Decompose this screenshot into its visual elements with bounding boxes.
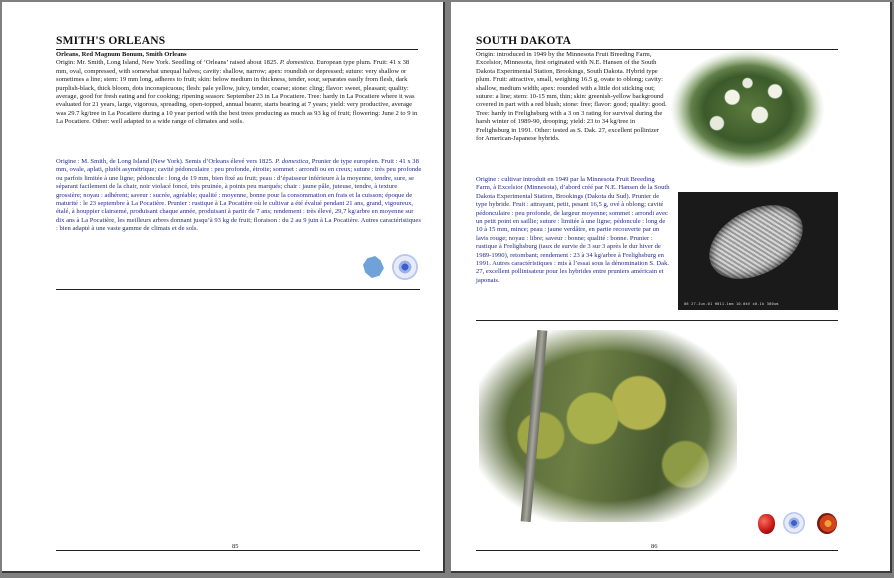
flower-photo (671, 50, 824, 168)
snowflake-zone-icon (392, 254, 418, 280)
french-text-part: , Prunier de type européen. Fruit : 41 x 38 mm, ovale, aplati, plutôt asymétrique; cavité pédonculaire : peu profonde, étroite; sommet : arrondi ou en creux; suture : très peu profonde ou parfois limitée à une ligne; pédoncule : long de 19 mm, bien fixé au fruit; peau : d’épaisseur inférieure à la moyenne, tendre, sure, se séparant facilement de la chair, noir violacé foncé, très pruinée, à points peu marqués; chair : jaune pâle, juteuse, tendre, à texture grossière; noyau : adhérent; saveur : sucrée, agréable; qualité : moyenne, bonne pour la consommation en frais et la cuisson; époque de maturité : le 23 septembre à La Pocatière. Prunier : rustique à La Pocatière où le cultivar a été évalué pendant 21 ans, grand, vigoureux, étalé, à houppier clairsemé, produisant chaque année, produisant à partir de 7 ans; rendement : très élevé, 29,7 kg/arbre en moyenne sur dix ans à La Pocatière, les meilleurs arbres donnant jusqu’à 93 kg de fruit; floraison : du 2 au 9 juin à La Pocatière. Autres caractéristiques : bien adapté à une vaste gamme de climats et de sols. (56, 158, 422, 233)
english-text-part: Origin: Mr. Smith, Long Island, New York. Seedling of ‘Orleans’ raised about 1825. (56, 59, 280, 67)
cultivar-title: SOUTH DAKOTA (476, 35, 572, 47)
cut-fruit-icon (817, 513, 837, 534)
synonyms: Orleans, Red Magnum Bonum, Smith Orleans (56, 51, 187, 58)
french-description: Origine : cultivar introduit en 1949 par la Minnesota Fruit Breeding Farm, à Excelsior (Minnesota), d’abord créé par N.E. Hansen de la South Dakota Experimental Station, Brookings (Dakota du Sud). Prunier de type hybride. Fruit : attrayant, petit, pesant 16,5 g, ové à oblong; cavité pédonculaire : peu profonde, de largeur moyenne; sommet : arrondi avec un petit point en saillie; suture : limitée à une ligne; pédoncule : long de 10 à 15 mm, mince; peau : jaune verdâtre, en partie recouverte par un lavis rouge; noyau : libre; saveur : bonne; qualité : bonne. Prunier : rustique à Frelighsburg (taux de survie de 3 sur 3 après le dur hiver de 1989-1990), retombant; rendement : 23 à 34 kg/arbre à Frelighsburg en 1991. Autres caractéristiques : mis à l’essai sous la dénomination S. Dak. 27, excellent pollinisateur pour les hybrides entre pruniers américain et japonais. (476, 176, 670, 284)
english-description (56, 51, 420, 127)
french-description (56, 158, 422, 234)
cultivar-title: SMITH'S ORLEANS (56, 35, 166, 47)
page-number: 86 (651, 543, 658, 550)
french-text-part: Origine : M. Smith, de Long Island (New York). Semis d’Orleans élevé vers 1825. (56, 158, 276, 165)
species-name: P. domestica (279, 59, 314, 67)
species-name: P. domestica (275, 158, 309, 165)
right-page (451, 2, 892, 573)
pollen-grain (697, 192, 815, 294)
branch (521, 330, 548, 522)
plum-fruit-photo (479, 330, 737, 522)
bottom-rule-upper (56, 289, 420, 290)
title-rule (476, 49, 838, 50)
title-rule (56, 49, 418, 50)
english-text-part: . European type plum. Fruit: 41 x 38 mm, oval, compressed, with somewhat unequal halves; cavity: shallow, narrow; apex: roundish or depressed; suture: very shallow or sometimes a line; stem: 19 mm long, adheres to fruit; skin: below medium in thickness, tender, sour, separates easily from flesh, dark purplish-black, thick bloom, dots inconspicuous; flesh: pale yellow, juicy, tender, coarse; stone: cling; flavor: sweet, pleasant; quality: average, good for fresh eating and for cooking; ripening season: September 23 in La Pocatiere. Tree: hardy in La Pocatiere where it was evaluated for 21 years, large, vigorous, spreading, open-topped, annual bearer, starts bearing at 7 years; yield: very productive, average was 29.7 kg/tree in La Pocatiere during a 10 year period with the best trees producing as much as 93 kg of fruit; flowering: June 2 to 9 in La Pocatiere. Other: well adapted to a wide range of climates and soils. (56, 59, 418, 126)
bottom-rule (56, 550, 420, 551)
snowflake-zone-icon (783, 512, 805, 534)
left-page (2, 2, 445, 573)
electron-micrograph-photo (678, 192, 838, 310)
micrograph-caption: 06 27-Jun-01 H011.1mm 10.0kV x0.1k 300um (684, 302, 779, 306)
map-icon (363, 256, 385, 278)
section-rule (476, 320, 838, 321)
bottom-rule (476, 550, 838, 551)
apple-icon (758, 514, 775, 534)
page-number: 85 (232, 543, 239, 550)
english-description: Origin: introduced in 1949 by the Minnesota Fruit Breeding Farm, Excelsior, Minnesota, first originated with N.E. Hansen of the South Dakota Experimental Station, Brookings, South Dakota. Hybrid type plum. Fruit: attractive, small, weighing 16.5 g, ovate to oblong; cavity: shallow, medium width; apex: rounded with a little dot sticking out; suture: a line; stem: 10-15 mm, thin; skin: greenish-yellow background covered in part with a red blush; stone: free; flavor: good; quality: good. Tree: hardy in Frelighsburg with a 3 on 3 rating for survival during the harsh winter of 1989-90, drooping; yield: 23 to 34 kg/tree in Frelighsburg in 1991. Other: tested as S. Dak. 27, excellent pollinizer for American-Japanese hybrids. (476, 51, 667, 143)
